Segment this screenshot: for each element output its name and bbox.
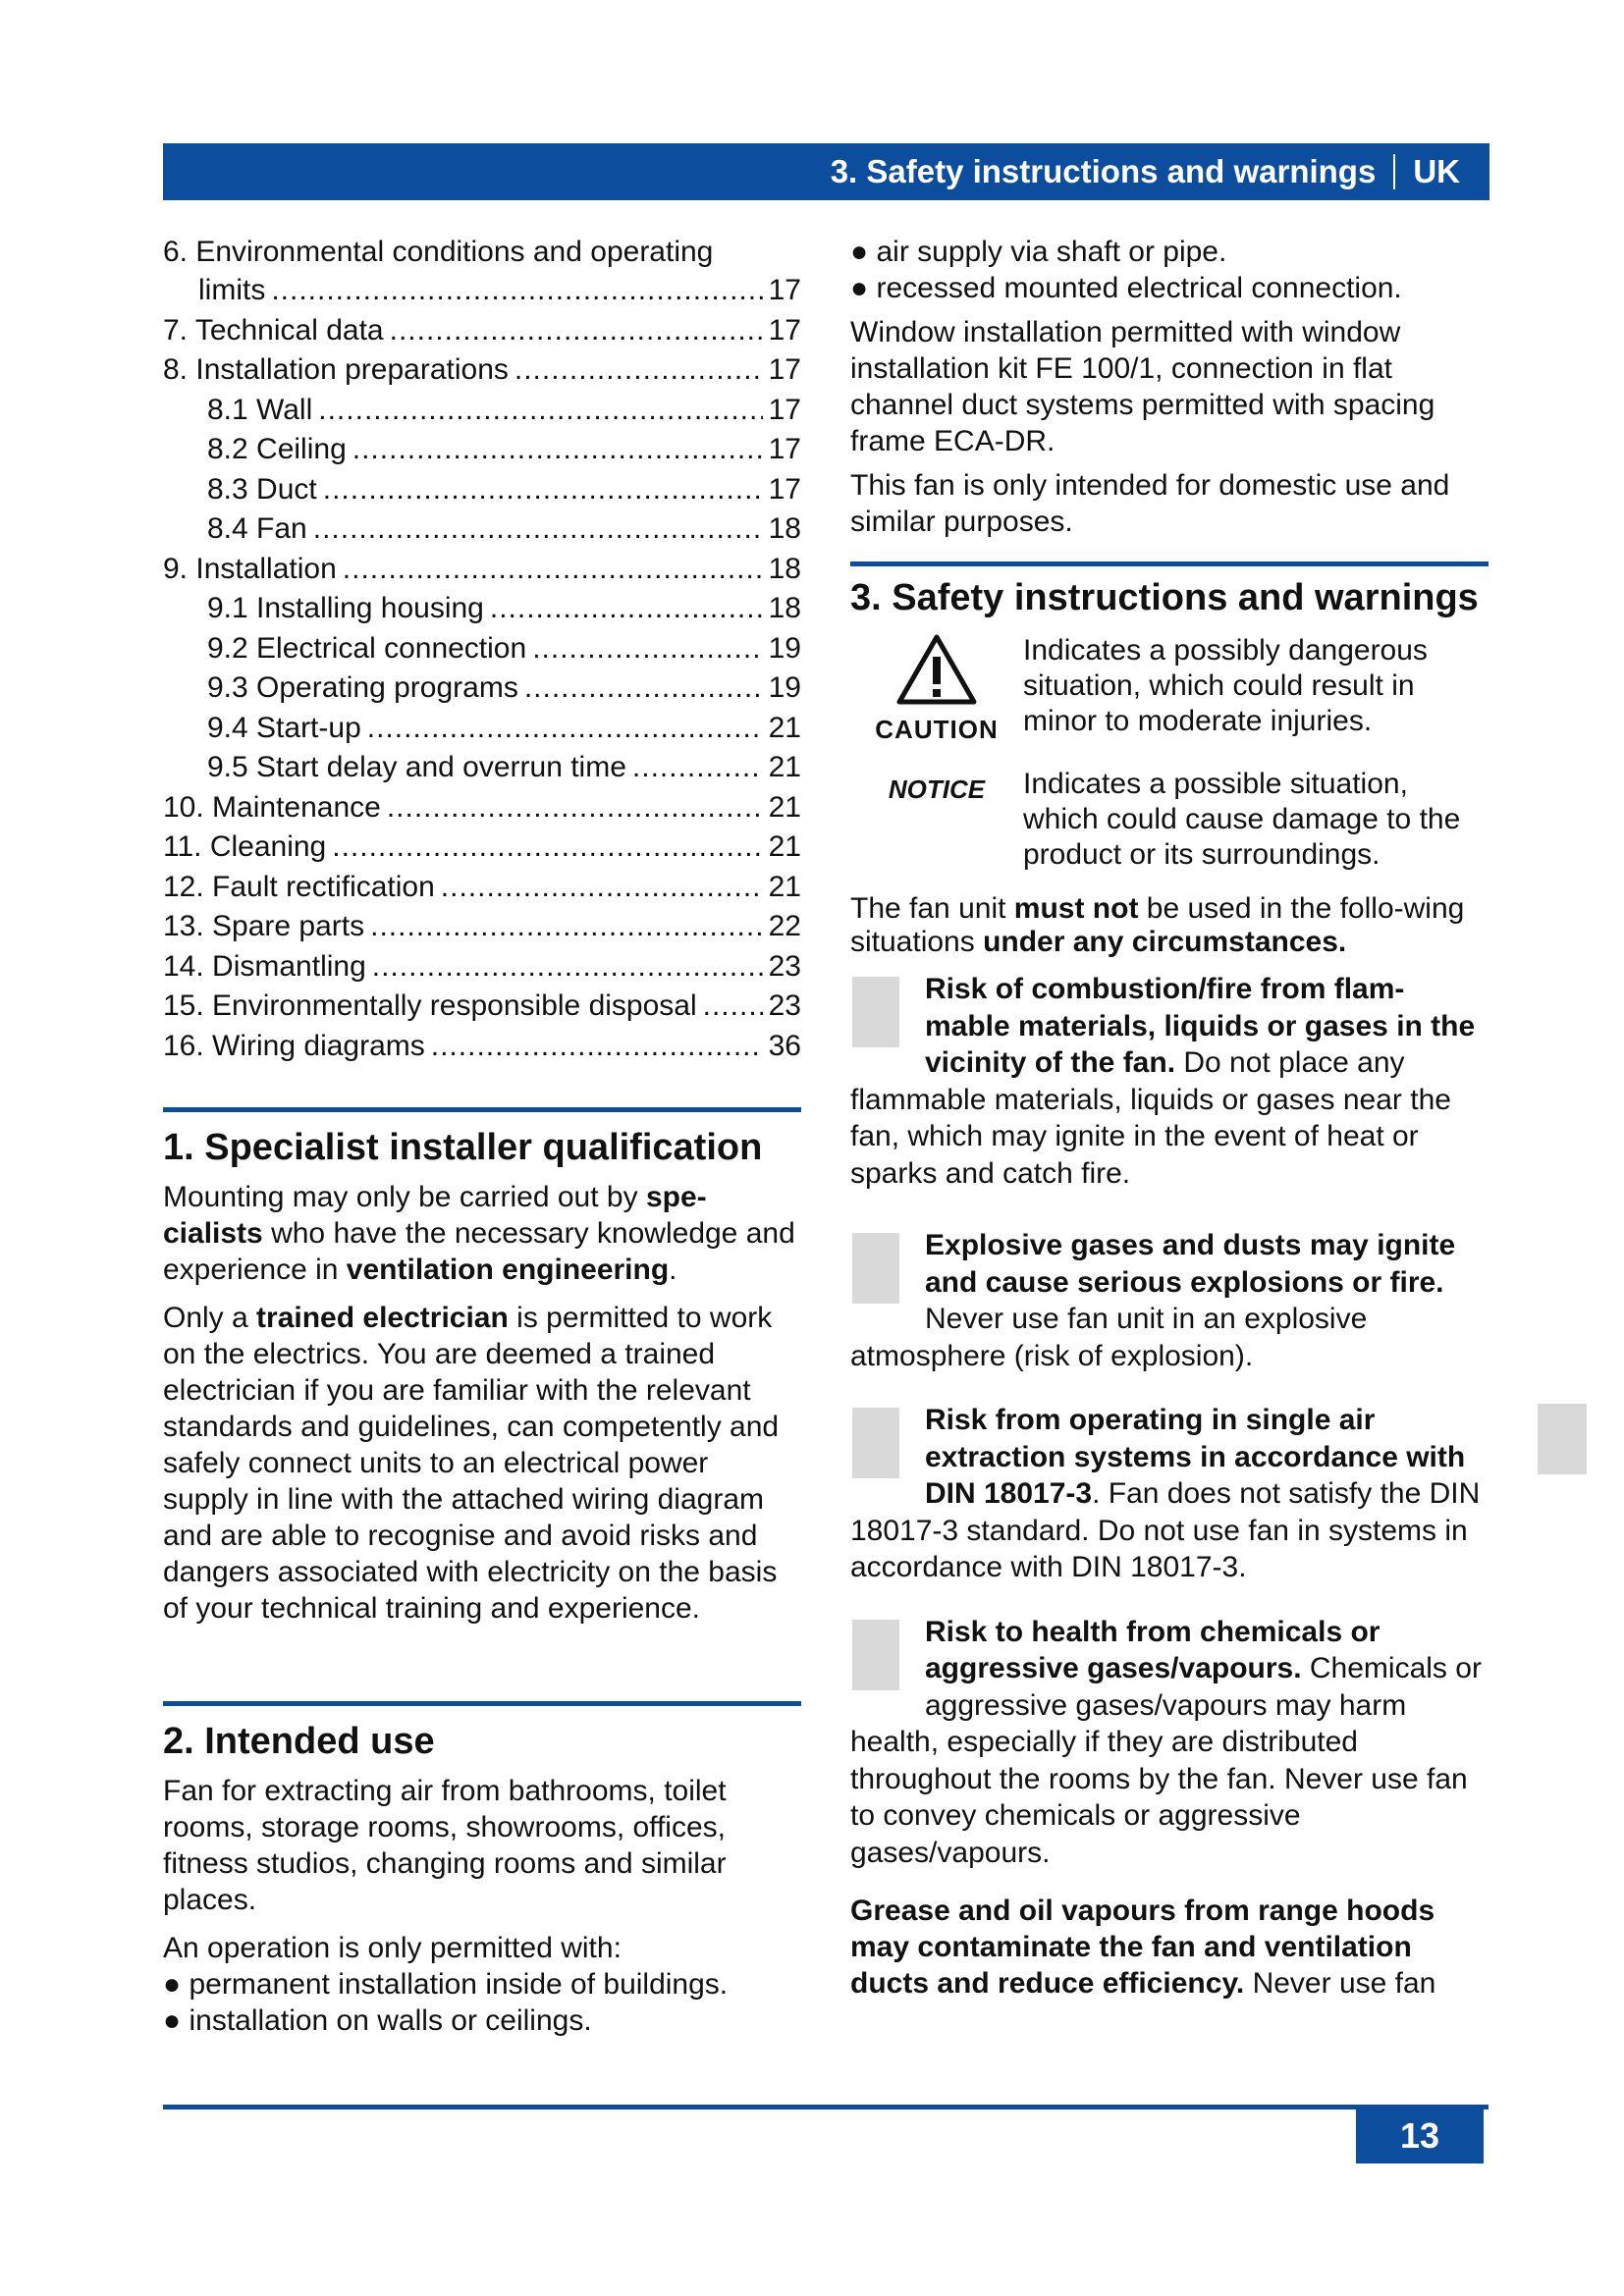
caution-text: Indicates a possibly dangerous situation, which could result in minor to moderate injuries.: [1023, 634, 1428, 737]
notice-box: [850, 767, 1489, 873]
section-2-title: 2. Intended use: [163, 1721, 435, 1762]
toc-item[interactable]: 9.5 Start delay and overrun time ..... 21: [163, 748, 801, 788]
hazard-item: Explosive gases and dusts may ignite and cause serious explosions or fire. Never use fan unit in an explosive atmosphere (risk of explosion).: [850, 1229, 1456, 1372]
toc-item[interactable]: 14. Dismantling ..... 23: [163, 947, 801, 988]
left-column: [163, 234, 801, 2039]
hazard-item: Risk of combustion/fire from flam-mable materials, liquids or gases in the vicinity of the fan. Do not place any flammable materials, liquids or gases near the fan, which may ignite in the event of heat or sparks and catch fire.: [850, 973, 1476, 1190]
toc-item[interactable]: 8.3 Duct ..... 17: [163, 470, 801, 510]
caution-icon-column: [850, 633, 1023, 745]
section-divider: [163, 1107, 801, 1112]
toc-item[interactable]: 9.2 Electrical connection ..... 19: [163, 629, 801, 669]
table-of-contents: [163, 234, 801, 1066]
toc-item[interactable]: 16. Wiring diagrams ..... 36: [163, 1027, 801, 1067]
toc-item[interactable]: 15. Environmentally responsible disposal ..... 23: [163, 987, 801, 1027]
section-2-paragraph: Fan for extracting air from bathrooms, toilet rooms, storage rooms, showrooms, offices, fitness studios, changing rooms and similar places.: [163, 1775, 727, 1916]
section-1-title: 1. Specialist installer qualification: [163, 1127, 763, 1168]
toc-item[interactable]: 9.4 Start-up ..... 21: [163, 709, 801, 749]
hazard-item: Risk from operating in single air extraction systems in accordance with DIN 18017-3. Fan does not satisfy the DIN 18017-3 standard. Do not use fan in systems in accordance with DIN 18017-3.: [850, 1404, 1481, 1583]
section-1-paragraph: Only a trained electrician is permitted to work on the electrics. You are deemed a trained electrician if you are familiar with the relevant standards and guidelines, can competently and safely connect units to an electrical power supply in line with the attached wiring diagram and are able to recognise and avoid risks and dangers associated with electricity on the basis of your technical training and experience.: [163, 1302, 780, 1625]
toc-item[interactable]: 11. Cleaning ..... 21: [163, 828, 801, 868]
bullet-item: ● installation on walls or ceilings.: [163, 2004, 592, 2037]
section-2-paragraph: An operation is only permitted with:: [163, 1932, 622, 1964]
warning-triangle-icon: [895, 633, 978, 706]
right-column: [850, 234, 1489, 2002]
toc-item[interactable]: 8.1 Wall ..... 17: [163, 391, 801, 431]
toc-item[interactable]: 13. Spare parts ..... 22: [163, 907, 801, 947]
header-bar: [163, 143, 1489, 200]
bullet-item: ● permanent installation inside of buildings.: [163, 1968, 729, 2001]
header-section-title: 3. Safety instructions and warnings: [830, 153, 1377, 189]
toc-item[interactable]: 9. Installation ..... 18: [163, 550, 801, 590]
section-divider: [163, 1701, 801, 1706]
section-divider: [850, 561, 1489, 566]
bullet-item: ● recessed mounted electrical connection.: [850, 272, 1402, 304]
toc-item[interactable]: 8.4 Fan ..... 18: [163, 509, 801, 550]
header-language: UK: [1413, 153, 1460, 189]
toc-item[interactable]: 9.1 Installing housing ..... 18: [163, 589, 801, 629]
header-separator: [1393, 154, 1395, 189]
hazard-symbol-placeholder: [852, 1408, 899, 1478]
toc-item[interactable]: 9.3 Operating programs ..... 19: [163, 668, 801, 709]
toc-item[interactable]: 6. Environmental conditions and operating: [163, 236, 714, 268]
toc-item[interactable]: 7. Technical data ..... 17: [163, 311, 801, 351]
toc-item[interactable]: 12. Fault rectification ..... 21: [163, 868, 801, 908]
toc-item[interactable]: 8. Installation preparations ..... 17: [163, 350, 801, 391]
bullet-item: ● air supply via shaft or pipe.: [850, 236, 1227, 268]
footer-line: [163, 2105, 1489, 2109]
notice-label: NOTICE: [888, 774, 986, 804]
side-tab-marker: [1538, 1404, 1587, 1474]
section-3-title: 3. Safety instructions and warnings: [850, 577, 1479, 618]
paragraph: Window installation permitted with window installation kit FE 100/1, connection in flat channel duct systems permitted with spacing frame ECA-DR.: [850, 316, 1435, 457]
caution-label: CAUTION: [875, 715, 999, 744]
toc-item[interactable]: limits ..... 17: [163, 271, 801, 311]
paragraph: This fan is only intended for domestic use and similar purposes.: [850, 469, 1450, 538]
hazard-symbol-placeholder: [852, 1620, 899, 1690]
caution-box: [850, 633, 1489, 745]
section-1-paragraph: Mounting may only be carried out by spe-cialists who have the necessary knowledge and experience in ventilation engineering.: [163, 1181, 795, 1286]
must-not-paragraph: The fan unit must not be used in the follo-wing situations under any circumstances.: [850, 892, 1465, 958]
grease-paragraph: Grease and oil vapours from range hoods may contaminate the fan and ventilation ducts and reduce efficiency. Never use fan: [850, 1895, 1436, 2000]
hazard-item: Risk to health from chemicals or aggressive gases/vapours. Chemicals or aggressive gases/vapours may harm health, especially if they are distributed throughout the rooms by the fan. Never use fan to convey chemicals or aggressive gases/vapours.: [850, 1615, 1482, 1869]
hazard-symbol-placeholder: [852, 977, 899, 1047]
hazard-symbol-placeholder: [852, 1233, 899, 1304]
toc-item[interactable]: 10. Maintenance ..... 21: [163, 788, 801, 828]
toc-item[interactable]: 8.2 Ceiling ..... 17: [163, 430, 801, 470]
page-number: 13: [1356, 2108, 1484, 2163]
notice-text: Indicates a possible situation, which could cause damage to the product or its surroundings.: [1023, 768, 1461, 871]
